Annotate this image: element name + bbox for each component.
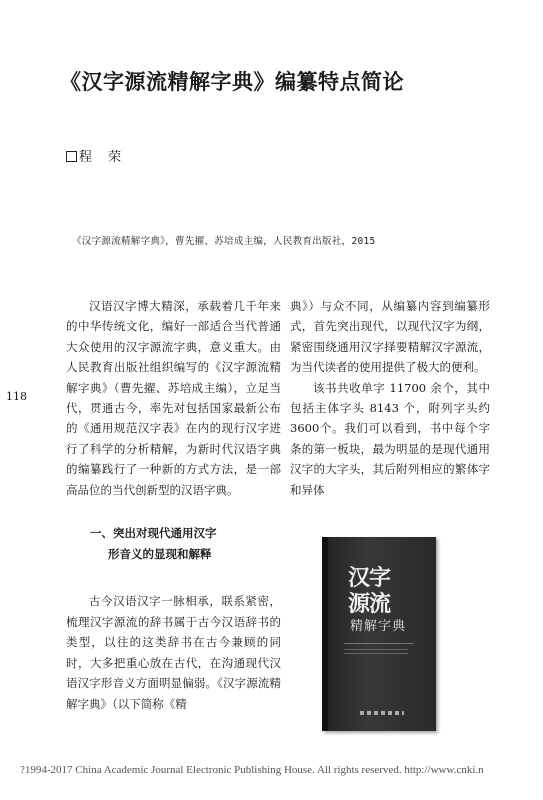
book-citation: 《汉字源流精解字典》，曹先擢、苏培成主编，人民教育出版社，2015 xyxy=(72,236,376,247)
author-line xyxy=(66,146,127,165)
intro-paragraph: 汉语汉字博大精深，承载着几千年来的中华传统文化，编好一部适合当代普通大众使用的汉字源流字典，意义重大。由人民教育出版社组织编写的《汉字源流精解字典》（曹先擢、苏培成主编），立足当代，贯通古今，率先对包括国家最新公布的《通用规范汉字表》在内的现行汉字进行了科学的分析精解，为新时代汉语字典的编纂践行了一种新的方式方法，是一部高品位的当代创新型的汉语字典。 xyxy=(66,299,281,497)
section-paragraph: 古今汉语汉字一脉相承，联系紧密，梳理汉字源流的辞书属于古今汉语辞书的类型，以往的这类辞书在古今兼顾的同时，大多把重心放在古代，在沟通现代汉语汉字形音义方面明显偏弱。《汉字源流精解字典》（以下简称《精 xyxy=(66,594,281,711)
publisher-mark xyxy=(360,711,404,715)
copyright-footer: ?1994-2017 China Academic Journal Electronic Publishing House. All rights reserved. http://www.cnki.n xyxy=(20,764,484,776)
right-column xyxy=(290,296,490,500)
author-box-icon xyxy=(66,151,77,162)
section-heading-line-2: 形音义的显现和解释 xyxy=(108,547,212,561)
section-heading-line-1: 一、突出对现代通用汉字 xyxy=(90,526,217,540)
book-cover-rule xyxy=(344,643,414,644)
author-name: 程 荣 xyxy=(79,150,128,165)
article-title: 《汉字源流精解字典》编纂特点简论 xyxy=(60,69,404,94)
book-cover-image xyxy=(322,537,436,731)
book-title-line-3: 精解字典 xyxy=(350,619,407,634)
book-cover-subtitle-lines xyxy=(344,649,408,654)
page-number: 118 xyxy=(6,390,27,403)
left-column xyxy=(66,296,281,500)
book-title-line-2: 源流 xyxy=(348,591,391,617)
book-title-line-1: 汉字 xyxy=(348,565,391,591)
section-heading xyxy=(90,523,260,565)
left-column-lower xyxy=(66,591,281,714)
right-paragraph-2: 该书共收单字 11700 余个，其中包括主体字头 8143 个，附列字头约 3600个。我们可以看到，书中每个字条的第一板块，最为明显的是现代通用汉字的大字头，其后附列相应的繁体字和异体 xyxy=(290,380,490,497)
right-paragraph-1: 典》）与众不同，从编纂内容到编纂形式，首先突出现代，以现代汉字为纲，紧密围绕通用汉字择要精解汉字源流，为当代读者的使用提供了极大的便利。 xyxy=(290,299,490,375)
book-spine xyxy=(322,537,328,731)
